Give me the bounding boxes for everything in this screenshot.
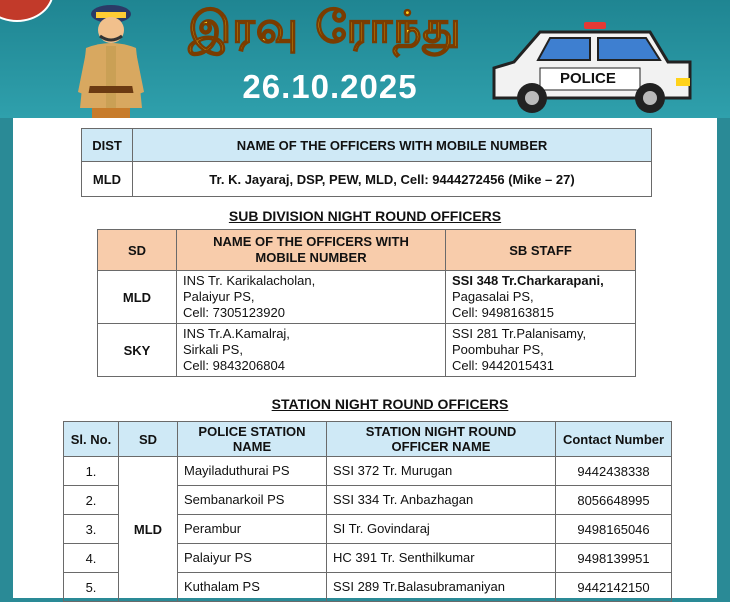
sb-staff-name: SSI 281 Tr.Palanisamy, xyxy=(452,326,587,341)
contact-number: 9442142150 xyxy=(556,573,672,602)
sl-no: 5. xyxy=(64,573,119,602)
station-sd-group: MLD xyxy=(119,457,178,602)
sb-staff-station: Pagasalai PS, xyxy=(452,289,534,304)
contact-header: Contact Number xyxy=(556,422,672,457)
page-title: இரவு ரோந்து xyxy=(188,2,462,53)
dist-header: DIST xyxy=(82,129,133,162)
header-banner xyxy=(0,0,730,118)
sd-officer-header: NAME OF THE OFFICERS WITH MOBILE NUMBER xyxy=(177,230,446,271)
sd-officer-station: Palaiyur PS, xyxy=(183,289,255,304)
sd-officer-cell xyxy=(177,324,446,377)
sd-officer-cell xyxy=(177,271,446,324)
sb-staff-station: Poombuhar PS, xyxy=(452,342,544,357)
sl-no-header: Sl. No. xyxy=(64,422,119,457)
round-officer: SSI 372 Tr. Murugan xyxy=(327,457,556,486)
round-officer: SSI 289 Tr.Balasubramaniyan xyxy=(327,573,556,602)
subdivision-title: SUB DIVISION NIGHT ROUND OFFICERS xyxy=(228,208,502,224)
subdivision-row xyxy=(98,324,636,377)
table-row xyxy=(64,457,672,486)
station-name: Palaiyur PS xyxy=(178,544,327,573)
sd-officer-cell-no: Cell: 7305123920 xyxy=(183,305,285,320)
sb-staff-cell-no: Cell: 9498163815 xyxy=(452,305,554,320)
station-title: STATION NIGHT ROUND OFFICERS xyxy=(271,396,509,412)
contact-number: 9498139951 xyxy=(556,544,672,573)
sd-header: SD xyxy=(98,230,177,271)
round-officer-header: STATION NIGHT ROUND OFFICER NAME xyxy=(327,422,556,457)
round-officer: HC 391 Tr. Senthilkumar xyxy=(327,544,556,573)
subdivision-table xyxy=(97,229,636,377)
emblem-icon xyxy=(0,0,54,22)
sl-no: 2. xyxy=(64,486,119,515)
sd-code: MLD xyxy=(98,271,177,324)
round-officer: SSI 334 Tr. Anbazhagan xyxy=(327,486,556,515)
sb-staff-name: SSI 348 Tr.Charkarapani, xyxy=(452,273,604,288)
sb-staff-header: SB STAFF xyxy=(446,230,636,271)
round-officer: SI Tr. Govindaraj xyxy=(327,515,556,544)
sl-no: 3. xyxy=(64,515,119,544)
sb-staff-cell-no: Cell: 9442015431 xyxy=(452,358,554,373)
district-table xyxy=(81,128,652,197)
contact-number: 9498165046 xyxy=(556,515,672,544)
dsp-officer-detail: Tr. K. Jayaraj, DSP, PEW, MLD, Cell: 9444272456 (Mike – 27) xyxy=(133,162,652,197)
sd-officer-name: INS Tr.A.Kamalraj, xyxy=(183,326,290,341)
report-date: 26.10.2025 xyxy=(242,68,418,105)
contact-number: 9442438338 xyxy=(556,457,672,486)
police-car-illustration xyxy=(490,18,700,118)
police-officer-illustration xyxy=(66,2,156,118)
station-name: Perambur xyxy=(178,515,327,544)
station-name: Kuthalam PS xyxy=(178,573,327,602)
sd-officer-name: INS Tr. Karikalacholan, xyxy=(183,273,316,288)
sd-officer-cell-no: Cell: 9843206804 xyxy=(183,358,285,373)
sd-code: SKY xyxy=(98,324,177,377)
station-name: Sembanarkoil PS xyxy=(178,486,327,515)
police-car-label: POLICE xyxy=(560,70,616,87)
sl-no: 1. xyxy=(64,457,119,486)
station-table xyxy=(63,421,672,602)
sd-officer-station: Sirkali PS, xyxy=(183,342,243,357)
document-sheet xyxy=(13,118,717,598)
subdivision-row xyxy=(98,271,636,324)
sb-staff-cell xyxy=(446,271,636,324)
station-name: Mayiladuthurai PS xyxy=(178,457,327,486)
officer-name-header: NAME OF THE OFFICERS WITH MOBILE NUMBER xyxy=(133,129,652,162)
contact-number: 8056648995 xyxy=(556,486,672,515)
sb-staff-cell xyxy=(446,324,636,377)
station-name-header: POLICE STATION NAME xyxy=(178,422,327,457)
dist-value: MLD xyxy=(82,162,133,197)
station-sd-header: SD xyxy=(119,422,178,457)
sl-no: 4. xyxy=(64,544,119,573)
